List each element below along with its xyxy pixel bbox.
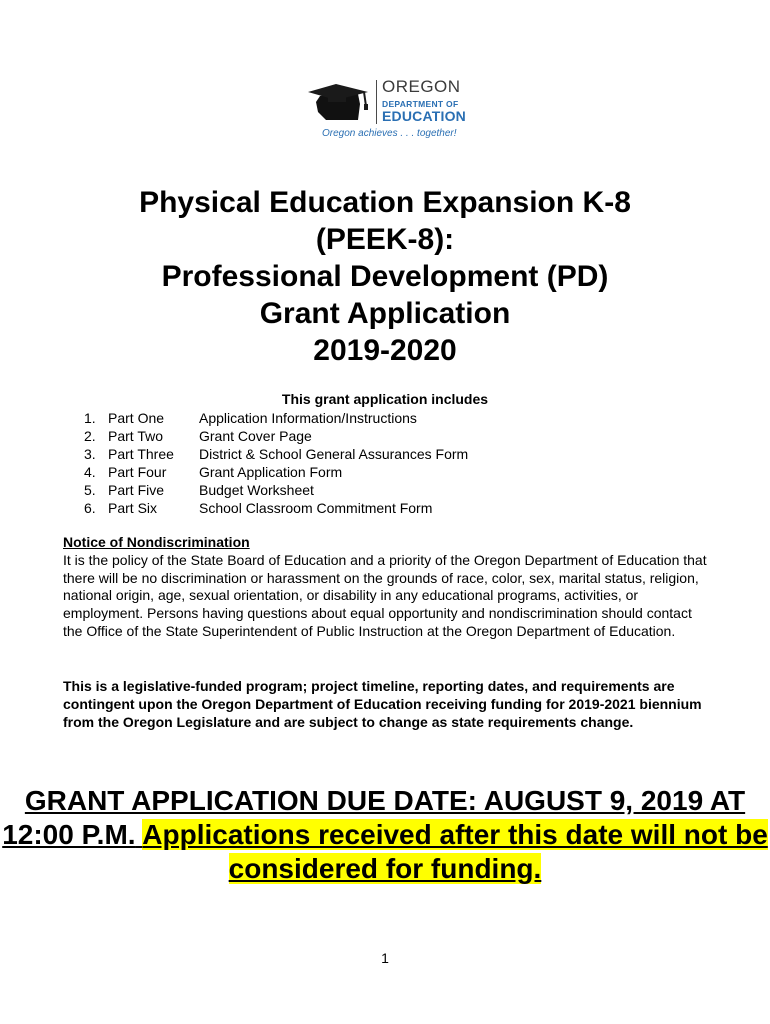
nondiscrimination-notice [63, 534, 713, 641]
list-item [84, 481, 604, 499]
logo-education-text: EDUCATION [382, 108, 466, 124]
item-number: 1. [84, 410, 96, 426]
logo-tagline: Oregon achieves . . . together! [322, 128, 457, 139]
includes-list [84, 409, 604, 517]
title-line: Grant Application [259, 297, 511, 330]
title-line: Physical Education Expansion K-8 [139, 186, 631, 219]
graduation-cap-oregon-icon [306, 82, 376, 124]
list-item [84, 499, 604, 517]
item-description: School Classroom Commitment Form [199, 500, 433, 516]
item-number: 5. [84, 482, 96, 498]
item-number: 3. [84, 446, 96, 462]
due-date-warning-highlight: Applications received after this date will not be considered for funding. [142, 819, 768, 884]
notice-heading: Notice of Nondiscrimination [63, 534, 250, 550]
item-part: Part Five [108, 482, 165, 498]
list-item [84, 463, 604, 481]
list-item [84, 445, 604, 463]
item-description: District & School General Assurances Form [199, 446, 469, 462]
title-line: Professional Development (PD) [161, 260, 609, 293]
due-date-banner [0, 784, 770, 886]
includes-heading: This grant application includes [281, 391, 489, 407]
logo-divider [376, 80, 377, 124]
logo-state-text: OREGON [382, 77, 461, 96]
item-part: Part Six [108, 500, 158, 516]
document-title [0, 184, 770, 369]
ode-logo [306, 78, 466, 142]
due-date-text: GRANT APPLICATION DUE DATE: AUGUST 9, 2019 AT 12:00 P.M. [2, 785, 746, 850]
item-description: Budget Worksheet [199, 482, 314, 498]
legislative-statement: This is a legislative-funded program; project timeline, reporting dates, and requirements are contingent upon the Oregon Department of Education receiving funding for 2019-2021 biennium from the Oregon Legislature and are subject to change as state requirements change. [63, 678, 702, 730]
item-number: 4. [84, 464, 96, 480]
list-item [84, 427, 604, 445]
item-part: Part Three [108, 446, 174, 462]
item-description: Grant Cover Page [199, 428, 312, 444]
notice-body: It is the policy of the State Board of Education and a priority of the Oregon Department of Education that there will be no discrimination or harassment on the grounds of race, color, sex, marital status, religion, national origin, age, sexual orientation, or disability in any educational programs, activities, or employment. Persons having questions about equal opportunity and nondiscrimination should contact the Office of the State Superintendent of Public Instruction at the Oregon Department of Education. [63, 551, 707, 639]
list-item [84, 409, 604, 427]
title-year: 2019-2020 [313, 334, 457, 367]
item-part: Part Two [108, 428, 163, 444]
page-number: 1 [381, 950, 389, 966]
logo-department-text: DEPARTMENT OF [382, 99, 459, 109]
item-description: Application Information/Instructions [199, 410, 417, 426]
item-part: Part Four [108, 464, 167, 480]
item-number: 2. [84, 428, 96, 444]
item-part: Part One [108, 410, 165, 426]
item-number: 6. [84, 500, 96, 516]
item-description: Grant Application Form [199, 464, 343, 480]
title-line: (PEEK-8): [315, 223, 455, 256]
